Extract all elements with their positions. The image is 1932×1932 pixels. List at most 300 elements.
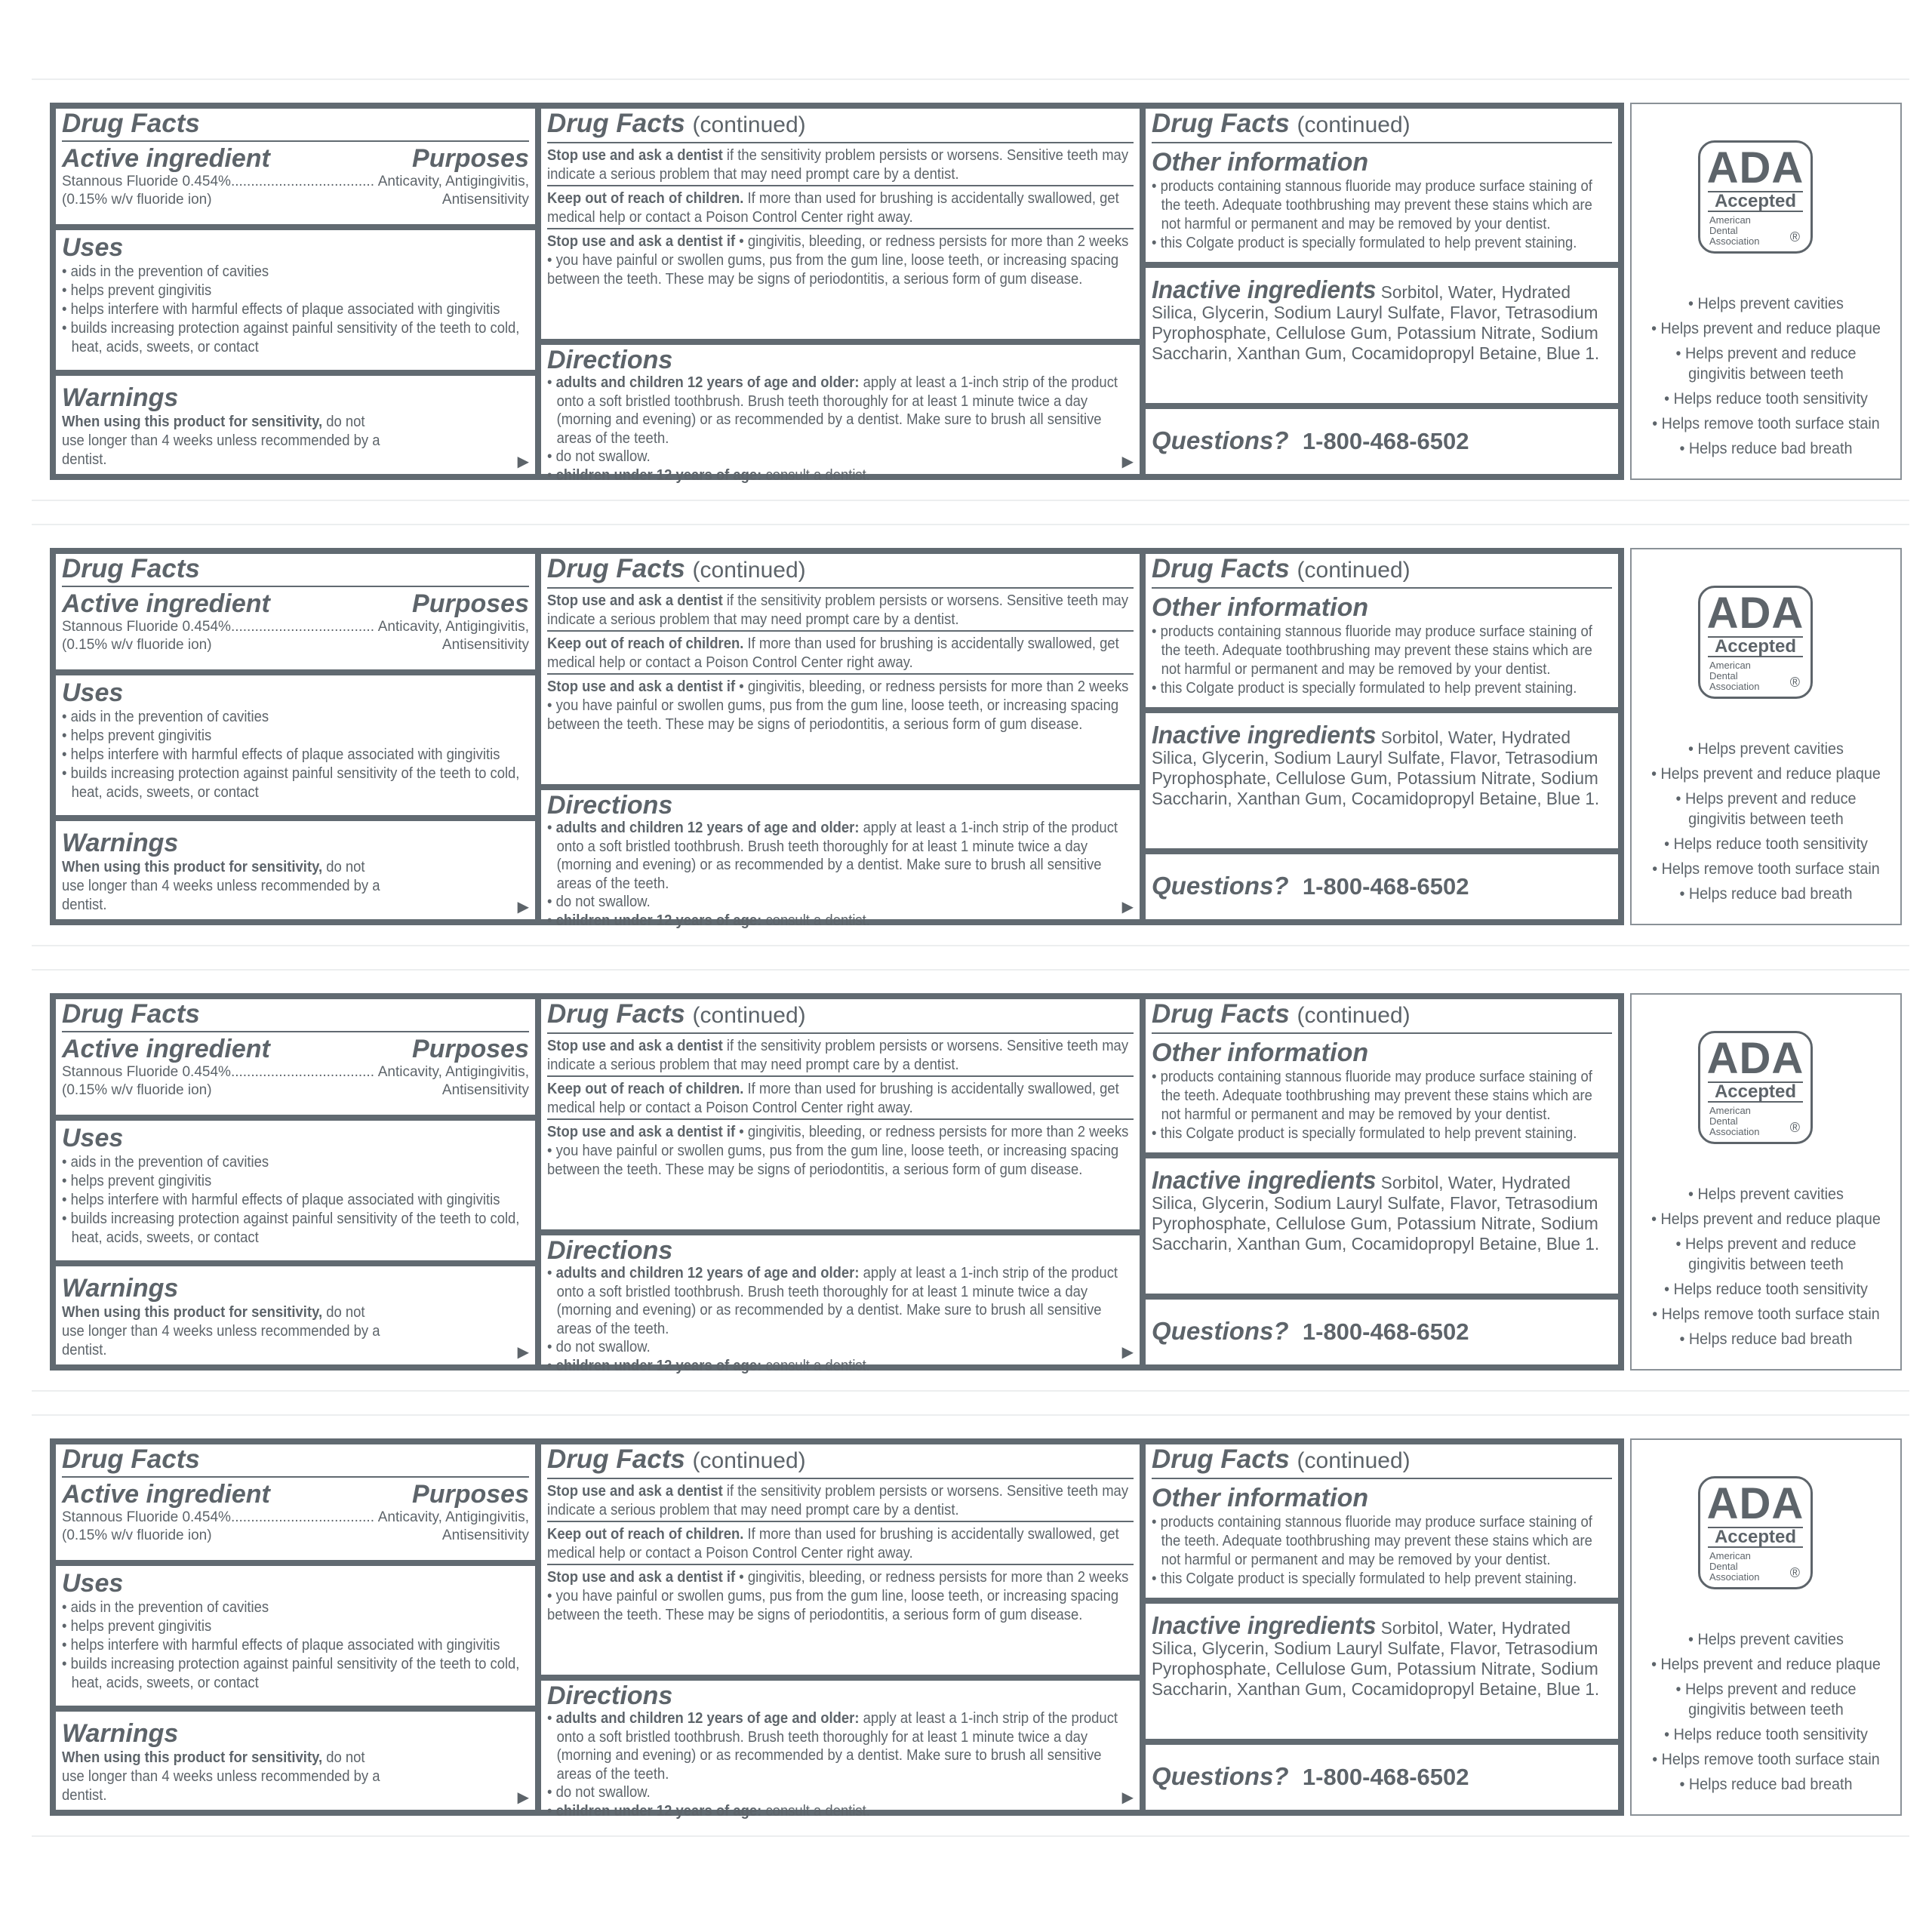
benefit-item: • Helps remove tooth surface stain [1652,1305,1880,1323]
list-item: • helps interfere with harmful effects of plaque associated with gingivitis [62,746,500,763]
continued-label: (continued) [1297,1448,1411,1473]
stop-use-if-bold: Stop use and ask a dentist if [547,1568,736,1586]
continued-label: (continued) [1297,1003,1411,1028]
benefit-item: • Helps reduce tooth sensitivity [1664,1280,1868,1298]
questions-section [1146,1300,1618,1364]
list-item: • helps prevent gingivitis [62,727,212,744]
list-item: • products containing stannous fluoride may produce surface staining of the teeth. Adequate toothbrushing may prevent these stains which are not harmful or permanent and may be removed by your dentist. [1152,1513,1592,1568]
list-item: • aids in the prevention of cavities [62,263,269,280]
continue-arrow-icon: ▶ [1121,1789,1134,1806]
directions-text [547,1264,1133,1375]
drug-facts-frame [50,103,1624,484]
list-item: • this Colgate product is specially formulated to help prevent staining. [1152,1570,1577,1587]
ingredient-name: Stannous Fluoride 0.454% [62,1064,231,1080]
divider [547,1118,1134,1120]
column-2 [541,103,1140,484]
ada-org-line: Association [1709,1571,1760,1583]
warnings-section [56,821,535,919]
purpose-1: Anticavity, Antigingivitis, [377,174,529,189]
inactive-ingredients-heading: Inactive ingredients [1152,1166,1377,1194]
questions-line [1152,869,1612,903]
divider [547,673,1134,675]
list-item: • adults and children 12 years of age and older: apply at least a 1-inch strip of the product onto a soft bristled toothbrush. Brush teeth thoroughly for at least 1 minute twice a day (morning and evening) or as recommended by a dentist. Make sure to brush all sensitive areas of the teeth. [547,1264,1118,1337]
warnings-heading: Warnings [62,829,179,857]
divider [62,1476,529,1478]
benefit-item: • Helps prevent and reduce gingivitis between teeth [1675,1680,1857,1718]
ingredient-name: Stannous Fluoride 0.454% [62,619,231,635]
active-ingredient-heading: Active ingredient [62,1480,270,1509]
benefit-item: • Helps prevent and reduce gingivitis between teeth [1675,344,1857,383]
directions-section [541,1235,1140,1374]
benefit-item: • Helps reduce bad breath [1679,884,1853,903]
list-item: • aids in the prevention of cavities [62,1598,269,1616]
ada-org-line: American [1709,660,1751,671]
ada-org-line: Dental [1709,1115,1738,1127]
purposes-heading: Purposes [412,1480,529,1509]
stop-use-text-2 [547,232,1133,288]
ada-org-line: Association [1709,235,1760,247]
stop-use-text-1 [547,1481,1133,1519]
drug-facts-label [50,548,1902,929]
continue-arrow-icon: ▶ [517,454,529,470]
ingredient-concentration: (0.15% w/v fluoride ion) [62,192,212,208]
list-item: • adults and children 12 years of age and older: apply at least a 1-inch strip of the product onto a soft bristled toothbrush. Brush teeth thoroughly for at least 1 minute twice a day (morning and evening) or as recommended by a dentist. Make sure to brush all sensitive areas of the teeth. [547,819,1118,892]
continued-label: (continued) [692,1448,806,1473]
inactive-ingredients-body: Sorbitol, Water, Hydrated Silica, Glycerin, Sodium Lauryl Sulfate, Flavor, Tetrasodium Pyrophosphate, Cellulose Gum, Potassium Nitrate, Sodium Saccharin, Xanthan Gum, Cocamidopropyl Betaine, Blue 1. [1152,282,1600,363]
ada-seal-letters: ADA [1706,1479,1804,1528]
benefit-item: • Helps prevent and reduce plaque [1651,319,1881,337]
benefit-item: • Helps prevent cavities [1688,1185,1844,1203]
ada-org-line: Dental [1709,1561,1738,1572]
stop-use-if-bold: Stop use and ask a dentist if [547,678,736,695]
warnings-section [56,1266,535,1364]
stop-use-section [541,999,1140,1229]
benefit-item: • Helps remove tooth surface stain [1652,1750,1880,1768]
keep-out-text [547,1524,1133,1562]
other-information-heading: Other information [1152,593,1369,622]
warnings-bold: When using this product for sensitivity, [62,1303,323,1321]
directions-section [541,345,1140,484]
drug-facts-title: Drug Facts [62,109,200,138]
other-information-section [1146,554,1618,707]
drug-facts-continued-title [1152,999,1612,1031]
list-item: • do not swallow. [547,1338,651,1355]
stop-use-if-body: • gingivitis, bleeding, or redness persists for more than 2 weeks • you have painful or swollen gums, pus from the gum line, loose teeth, or increasing spacing between the teeth. These may be signs of periodontitis, a serious form of gum disease. [547,1568,1129,1623]
questions-phone: 1-800-468-6502 [1302,1764,1469,1790]
list-item: • aids in the prevention of cavities [62,708,269,725]
uses-heading: Uses [62,233,124,262]
directions-children-body: consult a dentist. [761,1356,870,1374]
drug-facts-continued-title [1152,554,1612,586]
inactive-ingredients-text [1152,721,1611,809]
drug-facts-continued-title [547,109,1134,140]
ada-seal-letters: ADA [1706,143,1804,192]
uses-section [56,675,535,815]
uses-heading: Uses [62,1124,124,1152]
benefits-list [1632,1627,1900,1797]
leader-dots: .................................... [230,1509,374,1525]
ada-org-line: Dental [1709,225,1738,236]
ada-seal-icon [1698,140,1813,254]
list-item: • this Colgate product is specially formulated to help prevent staining. [1152,1124,1577,1142]
other-information-heading: Other information [1152,1484,1369,1512]
directions-text [547,819,1133,930]
benefit-item: • Helps reduce bad breath [1679,439,1853,457]
benefit-item: • Helps prevent and reduce plaque [1651,764,1881,783]
warnings-bold: When using this product for sensitivity, [62,858,323,875]
drug-facts-title: Drug Facts [62,1444,200,1474]
stop-use-text-1 [547,1036,1133,1074]
warnings-text [62,857,390,914]
warnings-section [56,1712,535,1810]
other-information-heading: Other information [1152,1038,1369,1067]
benefit-item: • Helps reduce tooth sensitivity [1664,1725,1868,1743]
benefit-item: • Helps prevent cavities [1688,740,1844,758]
list-item: • helps prevent gingivitis [62,281,212,299]
ada-accepted: Accepted [1708,191,1803,212]
stop-use-bold: Stop use and ask a dentist [547,146,723,164]
divider [62,140,529,142]
ada-accepted: Accepted [1708,1081,1803,1103]
other-information-list [1152,1512,1611,1588]
directions-heading: Directions [547,1681,673,1710]
ingredient-concentration: (0.15% w/v fluoride ion) [62,637,212,653]
warnings-body: do not use longer than 4 weeks unless recommended by a dentist. [62,858,380,913]
inactive-ingredients-heading: Inactive ingredients [1152,1611,1377,1639]
directions-adults-bold: adults and children 12 years of age and older: [555,374,860,391]
benefit-item: • Helps prevent and reduce plaque [1651,1655,1881,1673]
active-ingredient-text [62,618,529,654]
stop-use-section [541,554,1140,784]
list-item: • builds increasing protection against painful sensitivity of the teeth to cold, heat, acids, sweets, or contact [62,319,520,355]
ada-org-line: American [1709,1105,1751,1116]
active-ingredient-section [56,1444,535,1560]
benefit-item: • Helps reduce bad breath [1679,1775,1853,1793]
continue-arrow-icon: ▶ [1121,899,1134,915]
warnings-heading: Warnings [62,383,179,412]
questions-section [1146,1745,1618,1810]
benefit-item: • Helps prevent and reduce gingivitis between teeth [1675,1235,1857,1273]
stop-use-bold: Stop use and ask a dentist [547,1037,723,1054]
drug-facts-title: Drug Facts [62,554,200,583]
list-item: • helps prevent gingivitis [62,1617,212,1635]
warnings-text [62,1748,390,1804]
continued-label: (continued) [1297,558,1411,583]
inactive-ingredients-text [1152,1166,1611,1254]
column-3 [1146,548,1624,925]
questions-phone: 1-800-468-6502 [1302,428,1469,454]
inactive-ingredients-section [1146,268,1618,403]
stop-use-if-body: • gingivitis, bleeding, or redness persists for more than 2 weeks • you have painful or swollen gums, pus from the gum line, loose teeth, or increasing spacing between the teeth. These may be signs of periodontitis, a serious form of gum disease. [547,1123,1129,1178]
uses-list [62,707,528,801]
keep-out-bold: Keep out of reach of children. [547,1080,744,1097]
warnings-heading: Warnings [62,1719,179,1748]
stop-use-if-body: • gingivitis, bleeding, or redness persists for more than 2 weeks • you have painful or swollen gums, pus from the gum line, loose teeth, or increasing spacing between the teeth. These may be signs of periodontitis, a serious form of gum disease. [547,232,1129,288]
benefit-item: • Helps reduce tooth sensitivity [1664,389,1868,408]
active-ingredient-text [62,1063,529,1100]
list-item: • children under 12 years of age: consult a dentist. [547,911,870,929]
keep-out-body: If more than used for brushing is accidentally swallowed, get medical help or contact a Poison Control Center right away. [547,189,1119,226]
list-item: • aids in the prevention of cavities [62,1153,269,1171]
drug-facts-continued-title [1152,1444,1612,1476]
drug-facts-label [50,103,1902,484]
inactive-ingredients-section [1146,1158,1618,1294]
stop-use-section [541,109,1140,339]
continue-arrow-icon: ▶ [1121,454,1134,470]
stop-use-body: if the sensitivity problem persists or worsens. Sensitive teeth may indicate a serious problem that may need prompt care by a dentist. [547,1482,1129,1518]
column-3 [1146,1438,1624,1816]
inactive-ingredients-text [1152,275,1611,364]
list-item: • products containing stannous fluoride may produce surface staining of the teeth. Adequate toothbrushing may prevent these stains which are not harmful or permanent and may be removed by your dentist. [1152,177,1592,232]
active-ingredient-heading: Active ingredient [62,589,270,618]
directions-children-body: consult a dentist. [761,466,870,484]
active-ingredient-section [56,109,535,224]
drug-facts-title: Drug Facts [1152,999,1290,1029]
ada-org-line: American [1709,214,1751,226]
purposes-heading: Purposes [412,144,529,173]
stop-use-text-2 [547,1122,1133,1179]
column-3 [1146,103,1624,480]
active-ingredient-section [56,999,535,1115]
ada-panel [1630,993,1902,1371]
registered-mark: ® [1789,675,1800,690]
divider [547,1521,1134,1522]
directions-children-bold: children under 12 years of age: [555,1801,762,1820]
ada-seal-icon [1698,1031,1813,1144]
divider [547,1564,1134,1565]
label-strip-1 [32,78,1909,501]
drug-facts-frame [50,1438,1624,1820]
drug-facts-title: Drug Facts [547,554,685,583]
directions-children-bold: children under 12 years of age: [555,1356,762,1374]
warnings-bold: When using this product for sensitivity, [62,1749,323,1766]
drug-facts-continued-title [547,554,1134,586]
questions-label: Questions? [1152,1317,1289,1345]
drug-facts-frame [50,993,1624,1374]
ada-accepted: Accepted [1708,1527,1803,1548]
registered-mark: ® [1789,1120,1800,1135]
divider [62,586,529,587]
keep-out-body: If more than used for brushing is accidentally swallowed, get medical help or contact a Poison Control Center right away. [547,635,1119,671]
benefits-list [1632,1182,1900,1352]
questions-line [1152,1315,1612,1349]
inactive-ingredients-section [1146,1604,1618,1739]
benefit-item: • Helps reduce tooth sensitivity [1664,835,1868,853]
ada-org-line: Dental [1709,670,1738,681]
uses-heading: Uses [62,1569,124,1598]
column-1 [50,993,535,1371]
column-1 [50,1438,535,1816]
inactive-ingredients-heading: Inactive ingredients [1152,721,1377,749]
questions-label: Questions? [1152,426,1289,454]
label-strip-2 [32,524,1909,946]
stop-use-body: if the sensitivity problem persists or worsens. Sensitive teeth may indicate a serious problem that may need prompt care by a dentist. [547,146,1129,183]
registered-mark: ® [1789,229,1800,245]
list-item: • this Colgate product is specially formulated to help prevent staining. [1152,679,1577,697]
continued-label: (continued) [692,1003,806,1028]
other-information-section [1146,109,1618,262]
keep-out-bold: Keep out of reach of children. [547,1525,744,1543]
column-2 [541,548,1140,929]
uses-section [56,1566,535,1706]
list-item: • helps interfere with harmful effects of plaque associated with gingivitis [62,1191,500,1208]
divider [1152,1032,1612,1034]
ada-org-line: Association [1709,681,1760,692]
divider [547,630,1134,632]
directions-adults-bold: adults and children 12 years of age and older: [555,819,860,836]
keep-out-bold: Keep out of reach of children. [547,189,744,207]
inactive-ingredients-body: Sorbitol, Water, Hydrated Silica, Glycerin, Sodium Lauryl Sulfate, Flavor, Tetrasodium Pyrophosphate, Cellulose Gum, Potassium Nitrate, Sodium Saccharin, Xanthan Gum, Cocamidopropyl Betaine, Blue 1. [1152,728,1600,808]
ada-seal-icon [1698,586,1813,699]
active-ingredient-heading: Active ingredient [62,144,270,173]
stop-use-text-2 [547,677,1133,734]
column-3 [1146,993,1624,1371]
divider [62,1031,529,1032]
purposes-heading: Purposes [412,1035,529,1063]
purpose-2: Antisensitivity [441,192,529,208]
uses-list [62,1152,528,1247]
divider [547,1478,1134,1479]
purpose-2: Antisensitivity [441,1082,529,1098]
directions-adults-body: apply at least a 1-inch strip of the product onto a soft bristled toothbrush. Brush teeth thoroughly for at least 1 minute twice a day (morning and evening) or as recommended by a dentist. Make sure to brush all sensitive areas of the teeth. [556,1264,1118,1337]
purpose-1: Anticavity, Antigingivitis, [377,1509,529,1525]
warnings-body: do not use longer than 4 weeks unless recommended by a dentist. [62,413,380,468]
continue-arrow-icon: ▶ [517,899,529,915]
questions-line [1152,424,1612,458]
inactive-ingredients-text [1152,1611,1611,1700]
warnings-text [62,412,390,469]
questions-label: Questions? [1152,1762,1289,1790]
benefit-item: • Helps prevent and reduce plaque [1651,1210,1881,1228]
warnings-body: do not use longer than 4 weeks unless recommended by a dentist. [62,1303,380,1358]
directions-adults-body: apply at least a 1-inch strip of the product onto a soft bristled toothbrush. Brush teeth thoroughly for at least 1 minute twice a day (morning and evening) or as recommended by a dentist. Make sure to brush all sensitive areas of the teeth. [556,819,1118,892]
stop-use-section [541,1444,1140,1675]
keep-out-body: If more than used for brushing is accidentally swallowed, get medical help or contact a Poison Control Center right away. [547,1525,1119,1561]
inactive-ingredients-section [1146,713,1618,848]
uses-section [56,1121,535,1260]
list-item: • do not swallow. [547,448,651,465]
ada-org-line: Association [1709,1126,1760,1137]
ada-seal-icon [1698,1476,1813,1589]
uses-section [56,230,535,370]
ingredient-name: Stannous Fluoride 0.454% [62,174,231,189]
benefits-list [1632,291,1900,461]
divider [547,185,1134,186]
label-strip-4 [32,1414,1909,1837]
inactive-ingredients-body: Sorbitol, Water, Hydrated Silica, Glycerin, Sodium Lauryl Sulfate, Flavor, Tetrasodium Pyrophosphate, Cellulose Gum, Potassium Nitrate, Sodium Saccharin, Xanthan Gum, Cocamidopropyl Betaine, Blue 1. [1152,1173,1600,1254]
directions-adults-body: apply at least a 1-inch strip of the product onto a soft bristled toothbrush. Brush teeth thoroughly for at least 1 minute twice a day (morning and evening) or as recommended by a dentist. Make sure to brush all sensitive areas of the teeth. [556,1709,1118,1783]
keep-out-body: If more than used for brushing is accidentally swallowed, get medical help or contact a Poison Control Center right away. [547,1080,1119,1116]
directions-text [547,374,1133,485]
directions-adults-body: apply at least a 1-inch strip of the product onto a soft bristled toothbrush. Brush teeth thoroughly for at least 1 minute twice a day (morning and evening) or as recommended by a dentist. Make sure to brush all sensitive areas of the teeth. [556,374,1118,447]
questions-phone: 1-800-468-6502 [1302,873,1469,900]
divider [547,1075,1134,1077]
purposes-heading: Purposes [412,589,529,618]
questions-phone: 1-800-468-6502 [1302,1318,1469,1345]
list-item: • children under 12 years of age: consult a dentist. [547,1356,870,1374]
list-item: • do not swallow. [547,893,651,910]
directions-children-body: consult a dentist. [761,911,870,929]
drug-facts-title: Drug Facts [1152,554,1290,583]
other-information-heading: Other information [1152,148,1369,177]
directions-adults-bold: adults and children 12 years of age and older: [555,1264,860,1281]
warnings-bold: When using this product for sensitivity, [62,413,323,430]
ada-panel [1630,1438,1902,1816]
list-item: • products containing stannous fluoride may produce surface staining of the teeth. Adequate toothbrushing may prevent these stains which are not harmful or permanent and may be removed by your dentist. [1152,1068,1592,1123]
ada-panel [1630,548,1902,925]
purpose-1: Anticavity, Antigingivitis, [377,619,529,635]
benefit-item: • Helps reduce bad breath [1679,1330,1853,1348]
continue-arrow-icon: ▶ [517,1344,529,1361]
ada-seal-letters: ADA [1706,1034,1804,1083]
questions-section [1146,854,1618,919]
active-ingredient-heading: Active ingredient [62,1035,270,1063]
list-item: • builds increasing protection against painful sensitivity of the teeth to cold, heat, acids, sweets, or contact [62,1210,520,1246]
column-2 [541,1438,1140,1820]
column-1 [50,103,535,480]
directions-children-bold: children under 12 years of age: [555,911,762,929]
list-item: • do not swallow. [547,1783,651,1801]
stop-use-text-2 [547,1567,1133,1624]
continued-label: (continued) [1297,112,1411,137]
stop-use-body: if the sensitivity problem persists or worsens. Sensitive teeth may indicate a serious problem that may need prompt care by a dentist. [547,1037,1129,1073]
registered-mark: ® [1789,1565,1800,1580]
list-item: • builds increasing protection against painful sensitivity of the teeth to cold, heat, acids, sweets, or contact [62,764,520,801]
divider [547,142,1134,143]
list-item: • helps interfere with harmful effects of plaque associated with gingivitis [62,1636,500,1654]
drug-facts-title: Drug Facts [62,999,200,1029]
other-information-list [1152,1067,1611,1143]
active-ingredient-text [62,173,529,209]
continue-arrow-icon: ▶ [1121,1344,1134,1361]
drug-facts-continued-title [1152,109,1612,140]
drug-facts-title: Drug Facts [1152,109,1290,138]
other-information-list [1152,177,1611,252]
directions-adults-bold: adults and children 12 years of age and older: [555,1709,860,1727]
directions-children-bold: children under 12 years of age: [555,466,762,484]
keep-out-text [547,189,1133,226]
keep-out-text [547,634,1133,672]
drug-facts-frame [50,548,1624,929]
directions-section [541,1681,1140,1820]
drug-facts-title: Drug Facts [547,999,685,1029]
continued-label: (continued) [692,558,806,583]
directions-children-body: consult a dentist. [761,1801,870,1820]
list-item: • this Colgate product is specially formulated to help prevent staining. [1152,234,1577,251]
stop-use-if-body: • gingivitis, bleeding, or redness persists for more than 2 weeks • you have painful or swollen gums, pus from the gum line, loose teeth, or increasing spacing between the teeth. These may be signs of periodontitis, a serious form of gum disease. [547,678,1129,733]
ada-panel [1630,103,1902,480]
drug-facts-title: Drug Facts [1152,1444,1290,1474]
list-item: • adults and children 12 years of age and older: apply at least a 1-inch strip of the product onto a soft bristled toothbrush. Brush teeth thoroughly for at least 1 minute twice a day (morning and evening) or as recommended by a dentist. Make sure to brush all sensitive areas of the teeth. [547,374,1118,447]
ada-accepted: Accepted [1708,636,1803,657]
ada-org-line: American [1709,1550,1751,1561]
divider [1152,142,1612,143]
divider [547,1032,1134,1034]
directions-heading: Directions [547,1236,673,1265]
column-2 [541,993,1140,1374]
warnings-section [56,376,535,474]
warnings-text [62,1303,390,1359]
warnings-body: do not use longer than 4 weeks unless recommended by a dentist. [62,1749,380,1804]
continue-arrow-icon: ▶ [517,1789,529,1806]
drug-facts-title: Drug Facts [547,109,685,138]
drug-facts-label [50,1438,1902,1820]
benefits-list [1632,737,1900,906]
leader-dots: .................................... [230,619,374,635]
continued-label: (continued) [692,112,806,137]
keep-out-bold: Keep out of reach of children. [547,635,744,652]
list-item: • products containing stannous fluoride may produce surface staining of the teeth. Adequate toothbrushing may prevent these stains which are not harmful or permanent and may be removed by your dentist. [1152,623,1592,678]
